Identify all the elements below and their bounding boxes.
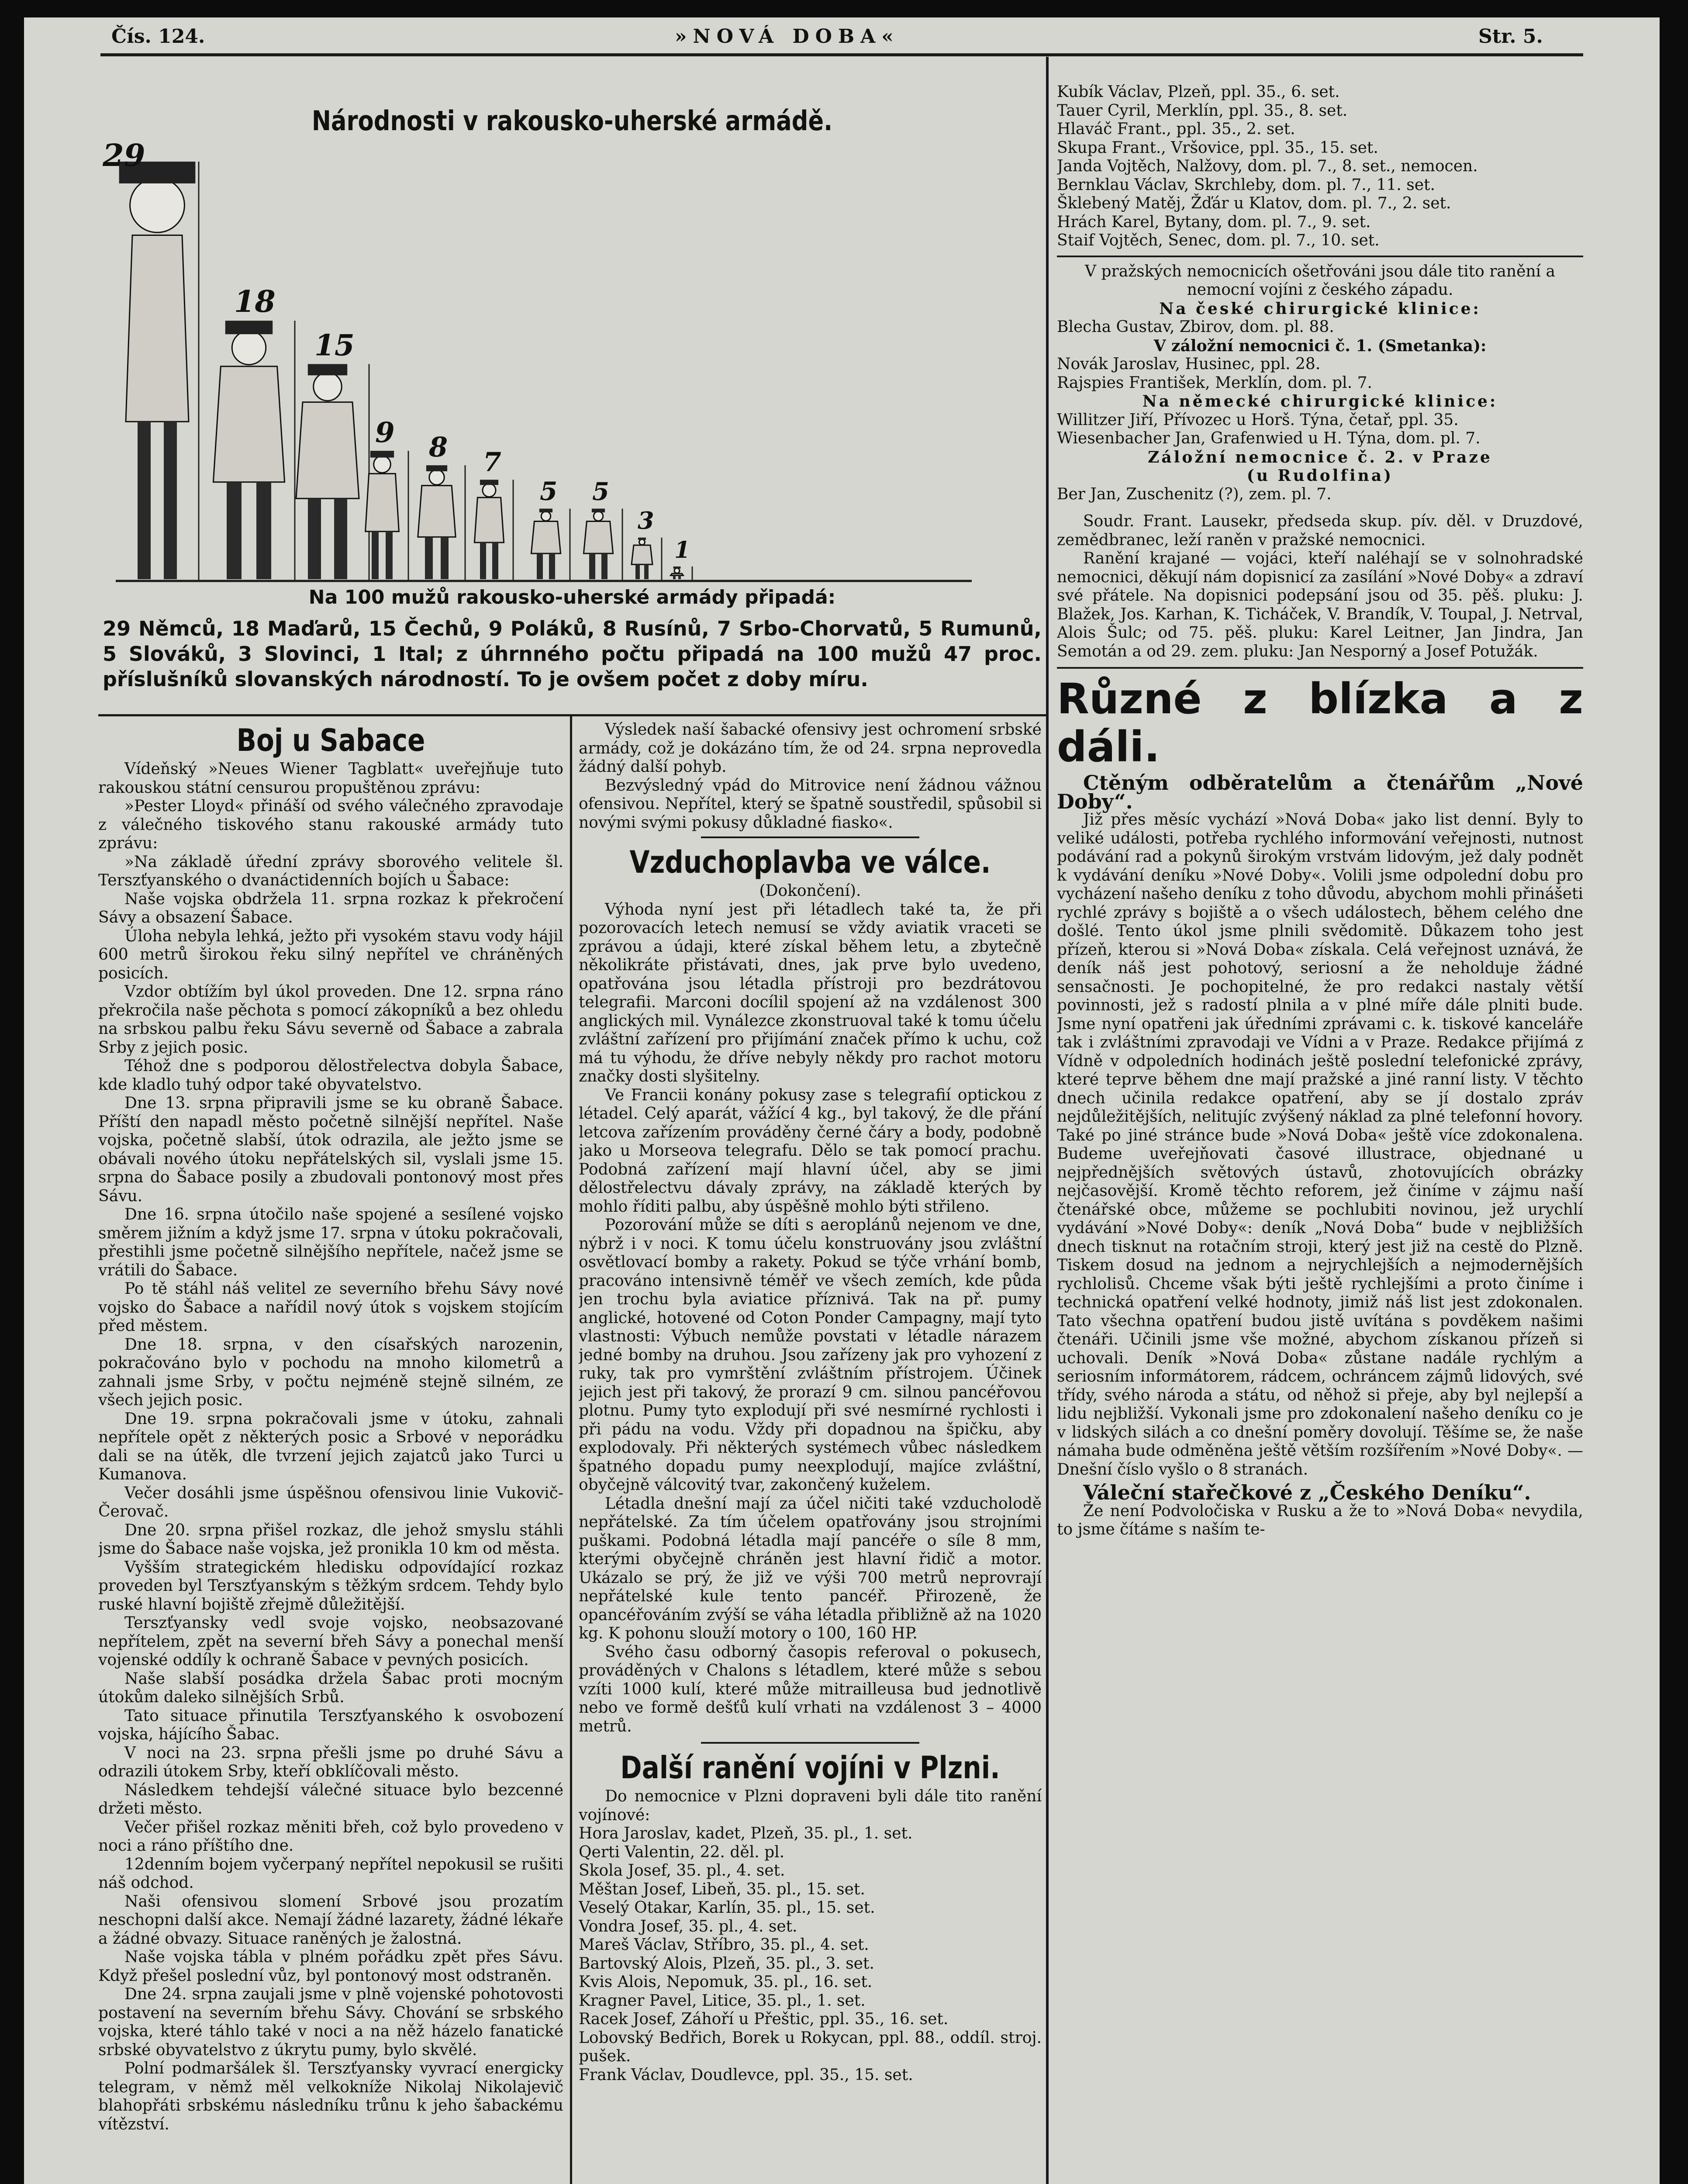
figure-leg: [425, 537, 433, 579]
figure-head: [639, 539, 645, 545]
column-rule-middle: [570, 716, 572, 2184]
list-item: Lobovský Bedřich, Borek u Rokycan, ppl. 88., oddíl. stroj. pušek.: [579, 2028, 1042, 2065]
figure-body: [296, 402, 359, 499]
paragraph: Dne 24. srpna zaujali jsme v plně vojenské pohotovosti postavení na severním břehu Sávy. Chování se srbského vojska, které táhlo také v noci a na něž házelo fanatické srbské obyvatelstvo z úkrytu pumy, bylo skvělé.: [98, 1985, 563, 2059]
figure-leg: [334, 498, 347, 579]
figure-body: [474, 498, 504, 543]
paragraph: Ve Francii konány pokusy zase s telegrafií optickou z létadel. Celý aparát, vážící 4 kg., byl takový, že dle přání letcova zařízením prováděny černé čáry a body, podobně jako u Morseova telegrafu. Dělo se tak pomocí prachu. Podobná zařízení mají hlavní účel, aby se jimi dělostřelectvu dávaly zprávy, na základě kterých by mohlo říditi palbu, aby úspěšně mohlo býti střileno.: [579, 1086, 1042, 1216]
list-item: Měštan Josef, Libeň, 35. pl., 15. set.: [579, 1880, 865, 1898]
paragraph: Již přes měsíc vychází »Nová Doba« jako list denní. Byly to veliké události, potřeba rychlého informování veřejnosti, nutnost podávání rad a pokynů širokým vrstvám lidovým, jež daly podnět k vydávání deníku »Nové Doby«. Volili jsme odpolední dobu pro vycházení našeho deníku z toho důvodu, abychom mohli přinášeti rychlé zprávy s bojiště a o všech událostech, během celého dne došlé. Tento úkol jsme plnili svědomitě. Důkazem toho jest přízeň, kterou si »Nová Doba« získala. Celá veřejnost uznává, že deník náš jest pohotový, seriosní a že neholduje žádné sensačnosti. Je pochopitelné, že pro redakci nastaly větší povinnosti, jež s radostí plnila a v plné míře dále plniti bude. Jsme nyní opatřeni jak úředními zprávami c. k. tiskové kanceláře tak i zvláštními zpravodaji ve Vídni a v Praze. Redakce přijímá z Vídně v odpoledních hodinách ještě poslední telefonické zprávy, které teprve během dne mají pražské a jiné ranní listy. V těchto dnech učinila redakce opatření, aby se jí dostalo zpráv nejdůležitějších, nelitujíc zvýšený náklad za plné telefonní hovory. Také po jiné stránce bude »Nová Doba« ještě více zdokonalena. Budeme uveřejňovati časové illustrace, objednané u nejpřednějších světových ústavů, zhotovujících obrázky nejčasovější. Kromě těchto reforem, jež činíme v zájmu naší čtenářské obce, můžeme se pochlubiti novinou, jež urychlí vydávání »Nové Doby«: deník „Nová Doba“ bude v nejbližších dnech tisknut na rotačním stroji, který jest již na cestě do Plzně. Tiskem dosud na jednom a nejrychlejších a nejmodernějších rychlolisů. Chceme však býti ještě rychlejšími a proto činíme i technická opatření velké hodnoty, jimiž náš list jest zdokonalen. Tato všechna opatření budou jistě uvítána s povděkem našimi čtenáři. Učinili jsme vše možné, abychom získanou přízeň si uchovali. Deník »Nová Doba« zůstane nadále rychlým a seriosním informátorem, rádcem, ochráncem zájmů lidových, své třídy, svého národa a státu, od něhož si přeje, aby byl nejlepší a lidu nejbližší. Vykonali jsme pro zdokonalení našeho deníku co je v lidských silách a co dnešní poměry dovolují. Těšíme se, že naše námaha bude odměněna ještě větším rozšířením »Nové Doby«. — Dnešní číslo vyšlo o 8 stranách.: [1057, 811, 1583, 1479]
page-number: Str. 5.: [1478, 25, 1543, 48]
chart-caption-body: 29 Němců, 18 Maďarů, 15 Čechů, 9 Poláků, 8 Rusínů, 7 Srbo-Chorvatů, 5 Rumunů, 5 Slováků, 3 Slovinci, 1 Ital; z úhrnného počtu připadá na 100 mužů 47 proc. příslušníků slovanských národností. To je ovšem počet z doby míru.: [103, 617, 1042, 691]
chart-figure-Rusíni: [418, 431, 465, 581]
chart-figure-Slovinci: [632, 507, 662, 581]
list-item: Mareš Václav, Stříbro, 35. pl., 4. set.: [579, 1936, 869, 1954]
list-item: Ber Jan, Zuschenitz (?), zem. pl. 7.: [1057, 485, 1332, 503]
figure-leg: [678, 575, 681, 579]
figure-leg: [441, 537, 449, 579]
paragraph: Vídeňský »Neues Wiener Tagblatt« uveřejňuje tuto rakouskou státní censurou propuštěnou zprávu:: [98, 760, 563, 797]
chart-value-label: 5: [592, 477, 609, 506]
paragraph: Vzdor obtížím byl úkol proveden. Dne 12. srpna ráno překročila naše pěchota s pomocí zákopníků a bez ohledu na srbskou palbu řeku Sávu severně od Šabace a zabrala Srby z jejich posic.: [98, 983, 563, 1057]
list-item: Qerti Valentin, 22. děl. pl.: [579, 1843, 785, 1861]
paragraph: Svého času odborný časopis referoval o pokusech, prováděných v Chalons s létadlem, které může s sebou vzíti 1000 kulí, které může mitrailleusa bud jednotlivě nebo ve formě dešťů kulí vrhati na vzdálenost 3 – 4000 metrů.: [579, 1643, 1042, 1735]
figure-leg: [308, 498, 321, 579]
list-item: Skola Josef, 35. pl., 4. set.: [579, 1862, 785, 1880]
figure-leg: [492, 543, 498, 579]
paragraph: »Na základě úřední zprávy sborového velitele šl. Terszťyanského o dvanáctidenních bojích u Šabace:: [98, 853, 563, 889]
chart-value-label: 8: [429, 431, 448, 463]
chart-figure-Němci: [102, 140, 199, 581]
list-item: Kvis Alois, Nepomuk, 35. pl., 16. set.: [579, 1973, 873, 1991]
figure-hat: [308, 364, 347, 375]
figure-leg: [386, 532, 393, 579]
wounded-list: [1057, 355, 1583, 392]
wounded-list: [579, 1825, 1042, 2084]
section-head: Záložní nemocnice č. 2. v Praze: [1148, 448, 1492, 467]
figure-leg: [227, 482, 242, 579]
paragraph: »Pester Lloyd« přináší od svého válečného zpravodaje z válečného tiskového stanu rakouské armády tuto zprávu:: [98, 797, 563, 852]
newspaper-page: [24, 17, 1660, 2184]
header-rule: [100, 53, 1583, 56]
paragraph: 12denním bojem vyčerpaný nepřítel nepokusil se rušiti náš odchod.: [98, 1855, 563, 1892]
paragraph: Naše vojska obdržela 11. srpna rozkaz k překročení Sávy a obsazení Šabace.: [98, 890, 563, 926]
column-rule-right: [1046, 57, 1049, 2184]
chart-figure-Češi: [296, 328, 369, 581]
figure-head: [483, 484, 496, 497]
list-item: Veselý Otakar, Karlín, 35. pl., 15. set.: [579, 1899, 875, 1917]
figure-body: [531, 522, 560, 554]
chart-figure-Rumuni: [531, 476, 570, 581]
figure-leg: [673, 575, 676, 579]
paragraph: Terszťyansky vedl svoje vojsko, neobsazované nepřítelem, zpět na severní břeh Sávy a ponechal menší vojenské oddíly k ochraně Šabace v pevných posicích.: [98, 1614, 563, 1669]
chart-value-label: 29: [103, 140, 145, 173]
figure-leg: [480, 543, 486, 579]
masthead-title: »NOVÁ DOBA«: [675, 25, 900, 48]
figure-leg: [138, 422, 151, 579]
paragraph: Dne 16. srpna útočilo naše spojené a sesílené vojsko směrem jižním a když jsme 17. srpna v útoku pokračovali, přestihli jsme početně silnějšího nepřítele, načež jsme se vrátili do Šabace.: [98, 1206, 563, 1279]
chart-value-label: 18: [234, 284, 276, 320]
figure-head: [374, 456, 391, 473]
list-item: Kubík Václav, Plzeň, ppl. 35., 6. set.: [1057, 83, 1340, 101]
figure-hat: [370, 451, 394, 457]
paragraph: Dne 13. srpna připravili jsme se ku obraně Šabace. Příští den napadl město početně silnější nepřítel. Naše vojska, početně slabší, útok odrazila, ale ježto jsme se obávali nového útoku nepřátelských sil, vyslali jsme 15. srpna do Šabace posily a zbudovali pontonový most přes Sávu.: [98, 1094, 563, 1205]
article-title: Vzduchoplavba ve válce.: [629, 844, 991, 880]
notice-body: [1057, 811, 1583, 1479]
figure-leg: [549, 553, 555, 579]
list-item: Skupa Frant., Vršovice, ppl. 35., 15. set.: [1057, 138, 1378, 157]
paragraph: Večer přišel rozkaz měniti břeh, což bylo provedeno v noci a ráno příštího dne.: [98, 1818, 563, 1855]
list-item: Novák Jaroslav, Husinec, ppl. 28.: [1057, 355, 1321, 373]
figure-leg: [372, 532, 379, 579]
chart-figure-Srbo-Chorvati: [474, 447, 513, 581]
article-title: Boj u Sabace: [236, 722, 425, 758]
article-title: Další ranění vojíni v Plzni.: [620, 1750, 1000, 1786]
list-item: Hlaváč Frant., ppl. 35., 2. set.: [1057, 120, 1295, 138]
article-body: [98, 760, 563, 2134]
list-item: Tauer Cyril, Merklín, ppl. 35., 8. set.: [1057, 101, 1348, 120]
column-two: [579, 721, 1042, 2184]
figure-hat: [225, 321, 273, 334]
chart-bottom-rule: [98, 714, 1046, 716]
list-item: Wiesenbacher Jan, Grafenwied u H. Týna, dom. pl. 7.: [1057, 429, 1481, 447]
figure-body: [213, 366, 284, 482]
issue-number: Čís. 124.: [111, 25, 205, 48]
figure-hat: [638, 538, 646, 540]
notice-lead: Ctěným odběratelům a čtenářům „Nové Doby“.: [1057, 771, 1583, 813]
figure-hat: [426, 465, 447, 471]
paragraph: Létadla dnešní mají za účel ničiti také vzducholodě nepřátelské. Za tím účelem opatřovány jsou strojními puškami. Podobná létadla mají pancéře o síle 8 mm, kterými obyčejně chráněn jest hlavní řidič a motor. Ukázalo se prý, že již ve výši 700 metrů neprovrají nepřátelské kule tento pancéř. Přirozeně, že opancéřováním zvýší se váha létadla přibližně až na 1020 kg. K pohonu slouží motory o 100, 160 HP.: [579, 1494, 1042, 1642]
figure-head: [541, 511, 551, 521]
figure-leg: [589, 553, 595, 579]
paragraph: Následkem tehdejší válečné situace bylo bezcenné držeti město.: [98, 1781, 563, 1818]
list-item: Rajspies František, Merklín, dom. pl. 7.: [1057, 373, 1372, 392]
section-head: V záložní nemocnici č. 1. (Smetanka):: [1153, 336, 1487, 355]
paragraph: Dne 19. srpna pokračovali jsme v útoku, zahnali nepřítele opět z některých posic a Srbové v neporádku dali se na útěk, dle tvrzení jejich zajatců jako Turci u Kumanova.: [98, 1410, 563, 1483]
figure-leg: [644, 564, 649, 579]
paragraph: Dne 18. srpna, v den císařských narozenin, pokračováno bylo v pochodu na mnoho kilometrů a zahnali jsme Srby, v počtu nejméně stejně silném, ze všech jejich posic.: [98, 1335, 563, 1409]
paragraph: Naše vojska tábla v plném pořádku zpět přes Sávu. Když přešel poslední vůz, byl pontonový most odstraněn.: [98, 1948, 563, 1985]
figure-hat: [592, 508, 605, 512]
figure-leg: [256, 482, 271, 579]
divider: [1057, 667, 1583, 669]
paragraph: Večer dosáhli jsme úspěšnou ofensivou linie Vukovič-Čerovač.: [98, 1484, 563, 1521]
chart-value-label: 5: [540, 476, 558, 506]
article-subtitle: (Dokončení).: [759, 882, 861, 900]
chart-figure-Poláci: [366, 416, 408, 581]
chart-title: Národnosti v rakousko-uherské armádě.: [311, 105, 833, 137]
paragraph: Úloha nebyla lehká, ježto při vysokém stavu vody hájil 600 metrů širokou řeku silný nepřítel ve chráněných posicích.: [98, 927, 563, 982]
figure-head: [130, 178, 185, 232]
list-item: Janda Vojtěch, Nalžovy, dom. pl. 7., 8. set., nemocen.: [1057, 157, 1478, 175]
list-item: Šklebený Matěj, Žďár u Klatov, dom. pl. 7., 2. set.: [1057, 194, 1451, 212]
chart-section: [98, 74, 1046, 708]
section-head: V pražských nemocnicích ošetřováni jsou dále tito ranění a nemocní vojíni z českého západu.: [1085, 262, 1555, 299]
list-item: Hrách Karel, Bytany, dom. pl. 7., 9. set.: [1057, 213, 1371, 231]
list-item: Hora Jaroslav, kadet, Plzeň, 35. pl., 1. set.: [579, 1825, 913, 1842]
chart-figure-Slováci: [583, 477, 622, 581]
list-item: Frank Václav, Doudlevce, ppl. 35., 15. set.: [579, 2066, 913, 2084]
figure-hat: [480, 480, 498, 485]
divider: [1057, 256, 1583, 257]
paragraph: V noci na 23. srpna přešli jsme po druhé Sávu a odrazili útokem Srby, kteří obklíčovali město.: [98, 1744, 563, 1780]
paragraph: Vyšším strategickém hledisku odpovídající rozkaz proveden byl Terszťyanským s těžkým srdcem. Tehdy bylo ruské hlavní bojiště zřejmě důležitější.: [98, 1558, 563, 1614]
list-item: Bartovský Alois, Plzeň, 35. pl., 3. set.: [579, 1954, 874, 1973]
figure-leg: [537, 553, 543, 579]
paragraph: Naše slabší posádka držela Šabac proti mocným útokům daleko silnějších Srbů.: [98, 1669, 563, 1706]
chart-value-label: 1: [674, 536, 690, 563]
chart-figures: [98, 140, 1046, 590]
chart-figure-Ital: [671, 537, 692, 581]
paragraph: Téhož dne s podporou dělostřelectva dobyla Šabace, kde kladlo tuhý odpor také obyvatelstvo.: [98, 1057, 563, 1094]
figure-head: [429, 470, 444, 485]
section-head: Na české chirurgické klinice:: [1159, 299, 1481, 318]
section-title: Různé z blízka a z dáli.: [1057, 674, 1583, 771]
paragraph: Výsledek naší šabacké ofensivy jest ochromení srbské armády, což je dokázáno tím, že od 24. srpna neprovedla žádný další pohyb.: [579, 721, 1042, 776]
list-intro: Do nemocnice v Plzni dopraveni byli dále tito ranění vojínové:: [579, 1787, 1042, 1824]
figure-body: [126, 235, 189, 422]
section-head: Na německé chirurgické klinice:: [1142, 392, 1498, 411]
figure-leg: [635, 564, 640, 579]
figure-body: [583, 522, 613, 554]
wounded-list: [1057, 83, 1583, 250]
figure-head: [314, 373, 342, 401]
divider: [701, 836, 919, 838]
figure-body: [366, 473, 399, 531]
paragraph: Pozorování může se díti s aeroplánů nejenom ve dne, nýbrž i v noci. K tomu účelu konstruovány jsou zvláštní osvětlovací bomby a rakety. Pokud se týče vrhání bomb, pracováno intensivně téměř ve všech zemích, kde půda jen trochu byla aviatice příznivá. Tak na př. pumy anglické, hotovené od Coton Ponder Campagny, mají tyto vlastnosti: Výbuch nemůže povstati v létadle nárazem jedné bomby na druhou. Jsou zařízeny jak pro vyhození z ruky, tak pro vymrštění zvláštním přístrojem. Účinek jejich jest při takový, že prorazí 9 cm. silnou pancéřovou plotnu. Pumy tyto explodují při své nesmírné rychlosti i při pádu na vodu. Vždy při dopadnou na špičku, aby explodovaly. Při některých systémech vůbec následkem špatného dopadu pumy neexplodují, majíce zvláštní, obyčejně válcovitý tvar, zakončený kuželem.: [579, 1216, 1042, 1494]
figure-hat: [539, 508, 552, 512]
list-item: Blecha Gustav, Zbirov, dom. pl. 88.: [1057, 318, 1334, 336]
divider: [701, 1742, 919, 1744]
figure-body: [418, 486, 456, 537]
news-item: Ranění krajané — vojáci, kteří naléhají se v solnohradské nemocnici, děkují nám dopisnicí za zasílání »Nové Doby« a zdraví své přátele. Na dopisnici podepsání jsou od 35. pěš. pluku: J. Blažek, Jos. Karhan, K. Ticháček, V. Brandík, V. Toupal, J. Netrval, Alois Šulc; od 75. pěš. pluku: Karel Leitner, Jan Jindra, Jan Semotán a od 29. zem. pluku: Jan Nesporný a Josef Potužák.: [1057, 549, 1583, 660]
paragraph: Tato situace přinutila Terszťyanského k osvobození vojska, hájícího Šabac.: [98, 1707, 563, 1743]
list-item: Bernklau Václav, Skrchleby, dom. pl. 7., 11. set.: [1057, 176, 1435, 194]
paragraph: Polní podmaršálek šl. Terszťyansky vyvrací energicky telegram, v němž měl velkokníže Nikolaj Nikolajevič blahopřáti srbskému následníku trůnu k jeho šabackému vítězství.: [98, 2060, 563, 2133]
figure-head: [674, 568, 680, 573]
figure-leg: [164, 422, 177, 579]
paragraph: Bezvýsledný vpád do Mitrovice není žádnou vážnou ofensivou. Nepřítel, který se špatně soustředil, spůsobil si novými svými pokusy důkladné fiasko«.: [579, 776, 1042, 832]
figure-head: [232, 331, 266, 364]
figure-body: [671, 574, 683, 575]
figure-head: [594, 511, 603, 521]
paragraph: Po tě stáhl náš velitel ze severního břehu Sávy nové vojsko do Šabace a nařídil nový útok s vojskem stojícím před městem.: [98, 1280, 563, 1335]
column-three: [1057, 83, 1583, 2184]
section-subhead: (u Rudolfina): [1246, 467, 1394, 485]
chart-value-label: 9: [375, 416, 395, 449]
list-item: Racek Josef, Záhoří u Přeštic, ppl. 35., 16. set.: [579, 2010, 949, 2028]
paragraph: Naši ofensivou slomení Srbové jsou prozatím neschopni další akce. Nemají žádné lazarety, žádné lékaře a žádné obvazy. Situace raněných je žalostná.: [98, 1892, 563, 1948]
paragraph: Dne 20. srpna přišel rozkaz, dle jehož smyslu stáhli jsme do Šabace naše vojska, jež pronikla 10 km od města.: [98, 1521, 563, 1558]
chart-value-label: 15: [314, 328, 355, 363]
figure-hat: [673, 567, 681, 569]
figure-body: [632, 545, 652, 564]
article-body: [579, 901, 1042, 1736]
article-boj-u-sabace: [98, 721, 563, 2184]
chart-caption-title: Na 100 mužů rakousko-uherské armády připadá:: [308, 586, 836, 608]
list-item: Kragner Pavel, Litice, 35. pl., 1. set.: [579, 1991, 866, 2010]
wounded-list: [1057, 411, 1583, 448]
paragraph: Výhoda nyní jest při létadlech také ta, že při pozorovacích letech nemusí se vždy aviatik vraceti se zprávou a údaji, které získal během letu, a zbytečně několikráte přistávati, dnes, jak prve bylo uvedeno, opatřována jsou létadla přístroji pro bezdrátovou telegrafii. Marconi docílil spojení až na vzdálenost 300 anglických mil. Vynálezce zkonstruoval také k tomu účelu zvláštní zařízení pro přijímání značek přímo k uchu, což má tu výhodu, že dříve nebyly někdy pro rachot motoru značky dosti slyšitelny.: [579, 900, 1042, 1085]
figure-leg: [601, 553, 608, 579]
list-item: Willitzer Jiří, Přívozec u Horš. Týna, četař, ppl. 35.: [1057, 411, 1459, 429]
news-item: Soudr. Frant. Lausekr, předseda skup. pív. děl. v Druzdové, zemědbranec, leží raněn v pražské nemocnici.: [1057, 512, 1583, 549]
chart-figure-Maďaři: [213, 284, 295, 581]
article-title: Váleční stařečkové z „Českého Deníku“.: [1083, 1481, 1531, 1504]
chart-value-label: 3: [638, 506, 654, 535]
chart-value-label: 7: [483, 447, 501, 478]
sabac-conclusion: [579, 721, 1042, 832]
article-body: Že není Podvoločiska v Rusku a že to »Nová Doba« nevydila, to jsme čítáme s naším te-: [1057, 1502, 1583, 1538]
list-item: Vondra Josef, 35. pl., 4. set.: [579, 1917, 797, 1935]
list-item: Staif Vojtěch, Senec, dom. pl. 7., 10. set.: [1057, 232, 1380, 249]
